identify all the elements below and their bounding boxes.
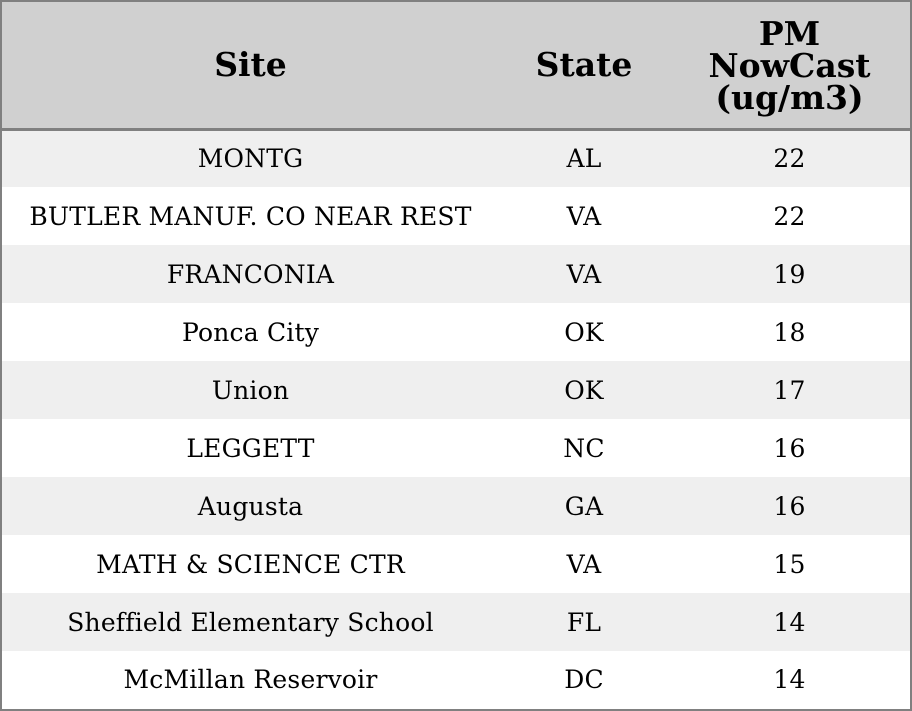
- cell-state: FL: [566, 607, 602, 637]
- cell-state: NC: [563, 433, 605, 463]
- column-header-site: [2, 2, 499, 129]
- cell-value: 16: [773, 433, 806, 463]
- cell-site: LEGGETT: [186, 433, 315, 463]
- cell-state: DC: [564, 665, 604, 694]
- cell-value: 22: [773, 201, 806, 231]
- column-header-value-line-3: (ug/m3): [715, 77, 864, 117]
- cell-state: OK: [564, 317, 604, 347]
- column-header-state-label: State: [535, 44, 633, 84]
- cell-state: GA: [564, 491, 604, 521]
- table-row: [2, 129, 910, 187]
- cell-site: MATH & SCIENCE CTR: [96, 549, 405, 579]
- pm-nowcast-table: [2, 2, 910, 708]
- cell-state: VA: [566, 259, 602, 289]
- cell-value: 14: [773, 665, 806, 694]
- column-header-state: [499, 2, 669, 129]
- table-row: [2, 245, 910, 303]
- cell-site: McMillan Reservoir: [123, 665, 378, 694]
- cell-site: FRANCONIA: [166, 259, 335, 289]
- table-row: [2, 419, 910, 477]
- column-header-site-label: Site: [214, 44, 287, 84]
- cell-site: Ponca City: [181, 317, 320, 347]
- table-row: [2, 477, 910, 535]
- table-row: [2, 593, 910, 651]
- column-header-value-line-1: PM: [758, 13, 821, 53]
- cell-value: 19: [773, 259, 806, 289]
- cell-site: Augusta: [197, 491, 304, 521]
- cell-state: AL: [566, 144, 602, 174]
- cell-value: 22: [773, 144, 806, 174]
- cell-value: 17: [773, 375, 806, 405]
- cell-value: 18: [773, 317, 806, 347]
- table-row: [2, 303, 910, 361]
- cell-state: VA: [566, 549, 602, 579]
- cell-state: VA: [566, 201, 602, 231]
- cell-site: MONTG: [197, 144, 304, 174]
- header-row: [2, 2, 910, 129]
- table-header: [2, 2, 910, 129]
- cell-site: BUTLER MANUF. CO NEAR REST: [29, 201, 472, 231]
- column-header-value-line-2: NowCast: [708, 45, 871, 85]
- table-body: [2, 129, 910, 708]
- cell-value: 15: [773, 549, 806, 579]
- table-row: [2, 535, 910, 593]
- cell-site: Union: [211, 375, 290, 405]
- column-header-value: [669, 2, 910, 129]
- cell-state: OK: [564, 375, 604, 405]
- cell-value: 16: [773, 491, 806, 521]
- cell-value: 14: [773, 607, 806, 637]
- table-row: [2, 187, 910, 245]
- table-row: [2, 361, 910, 419]
- table-row: [2, 651, 910, 708]
- cell-site: Sheffield Elementary School: [67, 607, 434, 637]
